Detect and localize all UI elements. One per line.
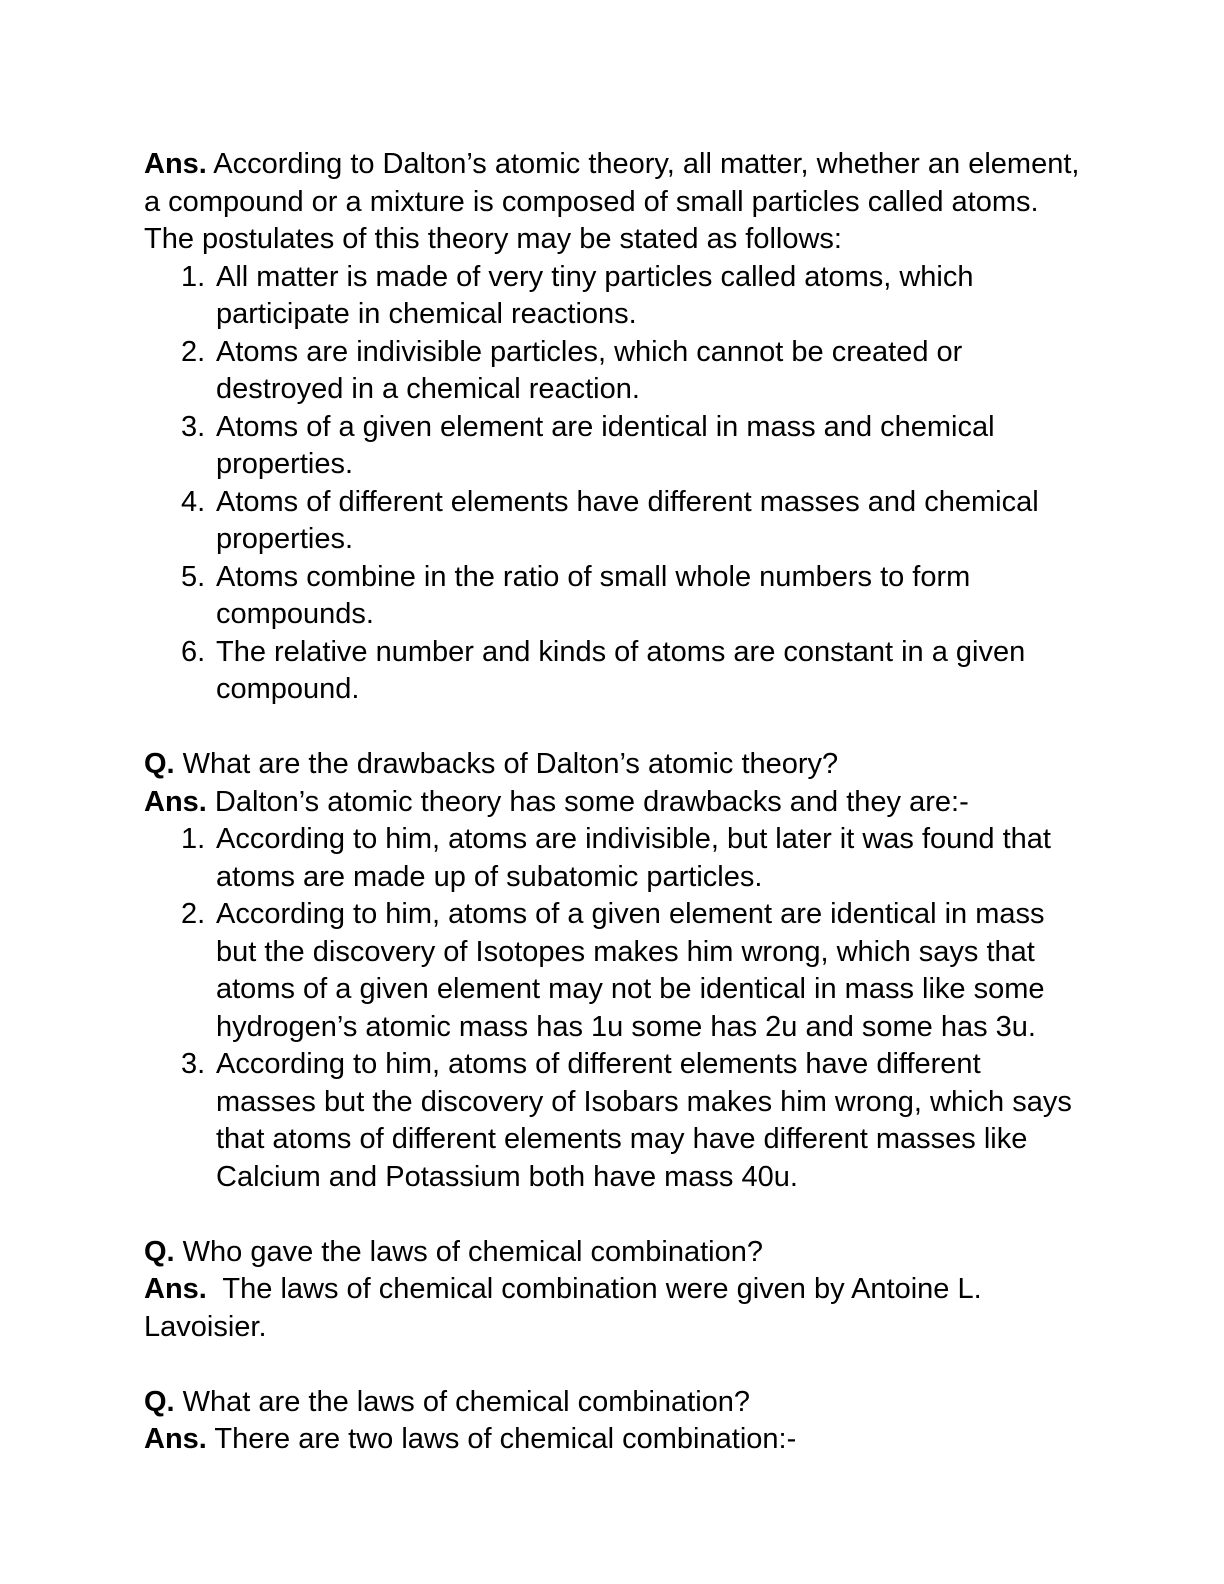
list-item-number: 6. xyxy=(181,635,206,668)
list-item-number: 2. xyxy=(181,898,206,930)
list-item xyxy=(144,634,1080,709)
answer-text: The laws of chemical combination were given by Antoine L. Lavoisier. xyxy=(144,1273,990,1343)
question-text: Who gave the laws of chemical combination? xyxy=(174,1235,763,1268)
answer-text: Dalton’s atomic theory has some drawbacks and they are:- xyxy=(206,785,969,818)
list-item-number: 3. xyxy=(181,1048,206,1080)
answer-text: There are two laws of chemical combination:- xyxy=(206,1423,797,1455)
question-text: What are the laws of chemical combination? xyxy=(174,1385,751,1418)
list-item-number: 4. xyxy=(181,485,206,518)
answer-text: According to Dalton’s atomic theory, all matter, whether an element, a compound or a mixture is composed of small particles called atoms. The postulates of this theory may be stated as follows: xyxy=(144,148,1088,255)
question-label: Q. xyxy=(144,748,175,780)
question-label: Q. xyxy=(144,1385,175,1418)
list-item-number: 2. xyxy=(181,335,206,368)
blank-line xyxy=(144,709,1080,747)
answer-3-paragraph xyxy=(144,1271,1080,1346)
answer-1-paragraph xyxy=(144,146,1088,259)
blank-line xyxy=(144,1346,1080,1384)
list-item xyxy=(144,259,1080,334)
list-item-text: Atoms are indivisible particles, which cannot be created or destroyed in a chemical reaction. xyxy=(216,335,971,405)
answer-label: Ans. xyxy=(144,1423,207,1455)
answer-label: Ans. xyxy=(144,148,207,180)
list-item-text: According to him, atoms of different elements have different masses but the discovery of Isobars makes him wrong, which says that atoms of different elements may have different masses like Calcium and Potassium both have mass 40u. xyxy=(216,1048,1080,1193)
question-4-paragraph xyxy=(144,1384,1080,1422)
answer-label: Ans. xyxy=(144,1273,207,1305)
list-item-number: 3. xyxy=(181,410,206,443)
list-item-number: 5. xyxy=(181,560,206,593)
answer-label: Ans. xyxy=(144,785,207,818)
list-item-text: All matter is made of very tiny particles called atoms, which participate in chemical reactions. xyxy=(216,260,982,330)
answer-4-paragraph xyxy=(144,1421,1080,1459)
list-item-text: According to him, atoms are indivisible, but later it was found that atoms are made up of subatomic particles. xyxy=(216,823,1060,893)
list-item xyxy=(144,896,1080,1046)
list-item-text: According to him, atoms of a given element are identical in mass but the discovery of Isotopes makes him wrong, which says that atoms of a given element may not be identical in mass like some hydrogen’s atomic mass has 1u some has 2u and some has 3u. xyxy=(216,898,1053,1043)
list-item-text: The relative number and kinds of atoms are constant in a given compound. xyxy=(216,635,1034,705)
list-item xyxy=(144,1046,1080,1196)
question-2-paragraph xyxy=(144,746,1080,784)
question-label: Q. xyxy=(144,1235,175,1268)
list-item-number: 1. xyxy=(181,260,206,293)
blank-line xyxy=(144,1196,1080,1234)
question-3-paragraph xyxy=(144,1234,1080,1272)
list-item xyxy=(144,334,1080,409)
list-item xyxy=(144,821,1080,896)
question-text: What are the drawbacks of Dalton’s atomic theory? xyxy=(174,748,839,780)
postulates-list xyxy=(144,259,1080,709)
list-item xyxy=(144,409,1080,484)
list-item-number: 1. xyxy=(181,823,206,855)
drawbacks-list xyxy=(144,821,1080,1196)
list-item-text: Atoms combine in the ratio of small whole numbers to form compounds. xyxy=(216,560,979,630)
answer-2-paragraph xyxy=(144,784,1080,822)
list-item-text: Atoms of different elements have different masses and chemical properties. xyxy=(216,485,1047,555)
list-item xyxy=(144,559,1080,634)
list-item-text: Atoms of a given element are identical in mass and chemical properties. xyxy=(216,410,1003,480)
list-item xyxy=(144,484,1080,559)
